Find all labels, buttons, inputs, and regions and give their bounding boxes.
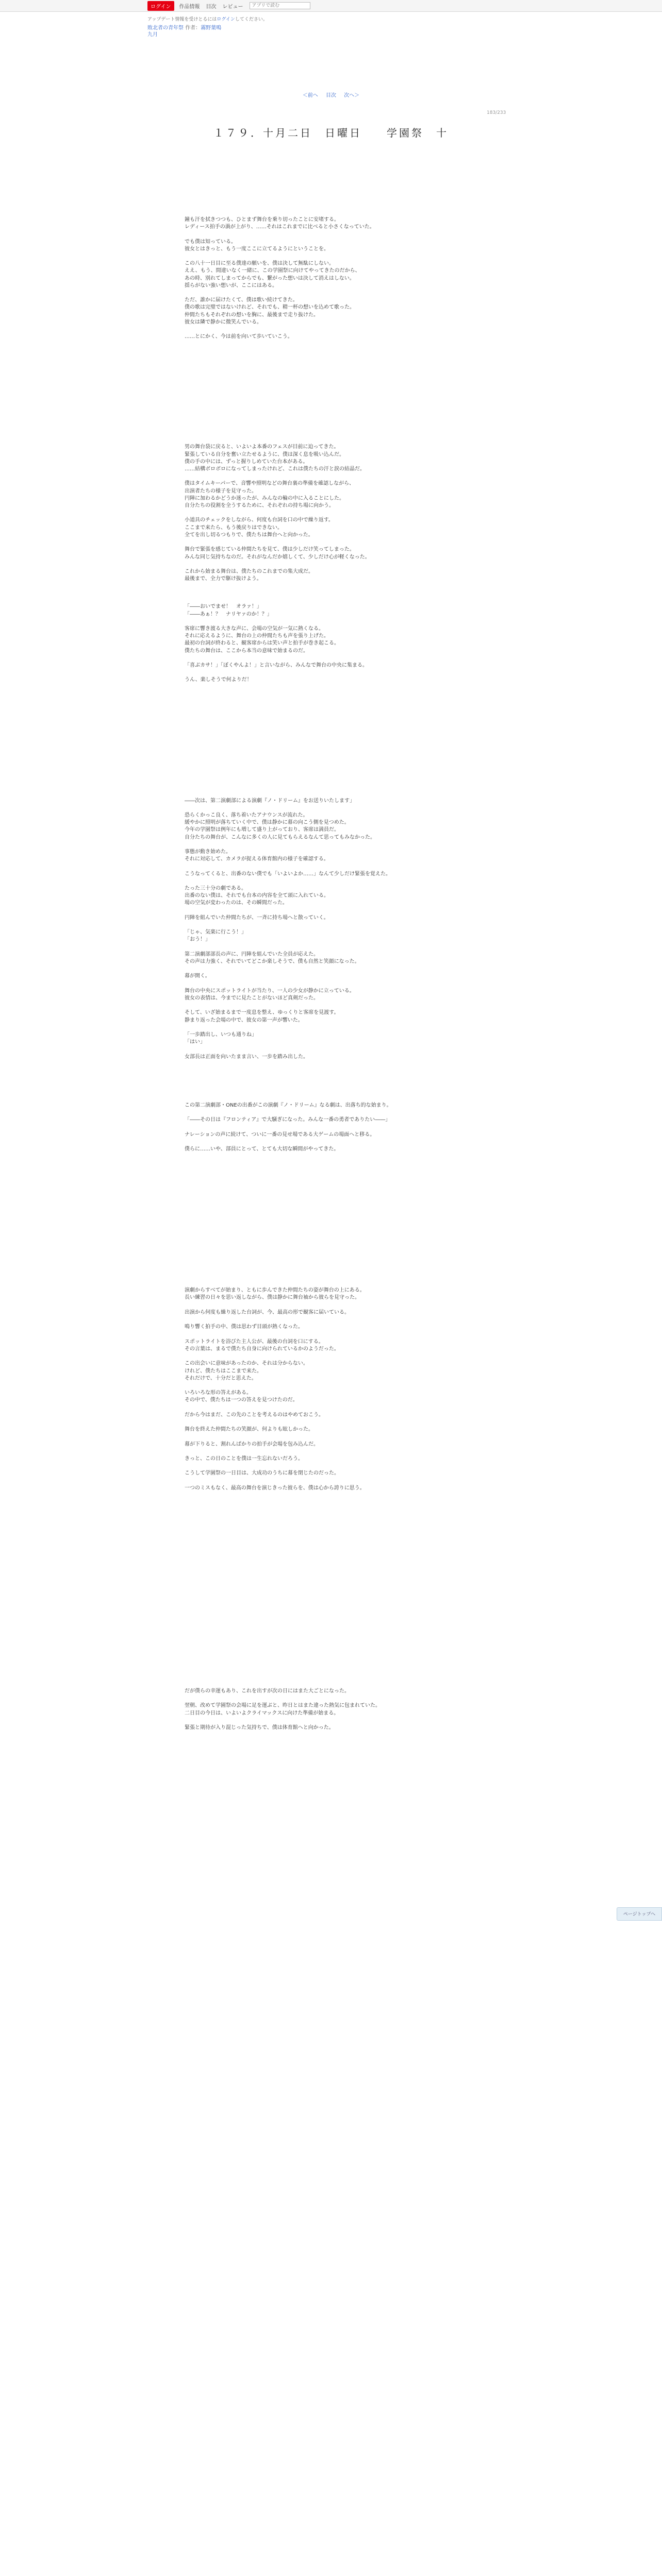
section-gap bbox=[185, 583, 484, 603]
section-gap bbox=[185, 1153, 484, 1287]
prev-link[interactable]: ＜前へ bbox=[302, 93, 318, 98]
paragraph-7: だが僕らの幸運もあり、これを出すが次の日にはまた大ごとになった。 翌朝、改めて学園祭の会場に足を運ぶと、昨日とはまた違った熱気に包まれていた。 二日目の今日は、いよいよクライマックスに向けた準備が始まる。 緊張と期待が入り混じった気持ちで、僕は体育館へと向かった。 bbox=[185, 1688, 380, 1731]
section-gap bbox=[185, 341, 484, 444]
search-input[interactable] bbox=[250, 2, 310, 9]
page-top-button[interactable]: ページトップへ bbox=[617, 1907, 662, 1921]
section-gap bbox=[185, 1492, 484, 1688]
chapter-link[interactable]: 九月 bbox=[147, 32, 158, 38]
paragraph-2: 男の舞台袋に戻ると、いよいよ本番のフェスが目前に迫ってきた。 緊張している自分を奮い立たせるように、僕は深く息を吸い込んだ。 僕の手の中には、ずっと握りしめていた台本がある。 ……結構ボロボロになってしまったけれど、これは僕たちの汗と涙の結晶だ。 僕はタイムキーパーで、音響や照明などの舞台裏の準備を確認しながら、 出演者たちの様子を見守った。 円陣に加わるかどうか迷ったが、みんなの輪の中に入ることにした。 自分たちの役割を全うするために、それぞれの持ち場に向かう。 小道具のチェックをしながら、何度も台詞を口の中で繰り返す。 ここまで来たら、もう後戻りはできない。 全てを出し切るつもりで、僕たちは舞台へと向かった。 舞台で緊張を感じている仲間たちを見て、僕は少しだけ笑ってしまった。 みんな同じ気持ちなのだ。それがなんだか嬉しくて、少しだけ心が軽くなった。 これから始まる舞台は、僕たちのこれまでの集大成だ。 最後まで、全力で駆け抜けよう。 bbox=[185, 444, 370, 582]
paragraph-1: 鐘も汗を拭きつつも、ひとまず舞台を乗り切ったことに安堵する。 レディース拍手の渦が上がり、……それはこれまでに比べると小さくなっていた。 でも僕は知っている。 彼女とはきっと、もう一度ここに立てるようにということを。 この八十一日目に至る僕達の願いを、僕は決して無駄にしない。 ええ、もう、間違いなく一緒に、この学園祭に向けてやってきたのだから、 あの時、別れてしまってからでも、繋がった想いは決して消えはしない。 揺らがない強い想いが、ここにはある。 ただ、誰かに届けたくて、僕は歌い続けてきた。 僕の歌は完璧ではないけれど、それでも、精一杯の想いを込めて歌った。 仲間たちもそれぞれの想いを胸に、最後まで走り抜けた。 彼女は隣で静かに微笑んでいる。 ……とにかく、今は前を向いて歩いていこう。 bbox=[185, 217, 375, 340]
next-link[interactable]: 次へ＞ bbox=[344, 93, 360, 98]
work-title-link[interactable]: 敗北者の青年祭 bbox=[147, 25, 184, 31]
author-label: 作者： bbox=[185, 25, 201, 31]
paragraph-5: この第二演劇部・ONEの出番がこの演劇『ノ・ドリーム』なる劇は、出落ち的な始まり。 「――その日は『フロンティア』で大騒ぎになった。みんな一番の勇者でありたい――」 ナレーションの声に続けて、ついに一番の見せ場である大ゲームの場面へと移る。 僕らに……いや、部員にとって、とても大切な瞬間がやってきた。 bbox=[185, 1102, 392, 1153]
top-bar bbox=[0, 0, 662, 12]
episode-title: １７９．十月二日 日曜日 学園祭 十 bbox=[213, 127, 449, 139]
section-gap bbox=[185, 684, 484, 798]
work-meta bbox=[147, 25, 221, 38]
nav-work-info[interactable]: 作品情報 bbox=[179, 4, 200, 10]
page-count: 183/233 bbox=[487, 110, 506, 115]
episode-pager bbox=[0, 91, 662, 98]
paragraph-3: 「――おいでませ！ オラァ！」 「――あぁ！？ ナリヤァのか！？」 客席に響き渡る大きな声に、会場の空気が一気に熱くなる。 それに応えるように、舞台の上の仲間たちも声を張り上げた。 最初の台詞が終わると、観客席からは笑い声と拍手が巻き起こる。 僕たちの舞台は、ここから本当の意味で始まるのだ。 「喜ぶカサ！」「ぼくやんよ！」と言いながら、みんなで舞台の中央に集まる。 うん、楽しそうで何よりだ！ bbox=[185, 604, 368, 683]
episode-body bbox=[185, 216, 484, 1732]
paragraph-6: 演劇からすべてが始まり、ともに歩んできた仲間たちの姿が舞台の上にある。 長い練習の日々を思い返しながら、僕は静かに舞台袖から彼らを見守った。 出演から何度も繰り返した台詞が、今、最高の形で観客に届いている。 鳴り響く拍手の中、僕は思わず目頭が熱くなった。 スポットライトを浴びた主人公が、最後の台詞を口にする。 その言葉は、まるで僕たち自身に向けられているかのようだった。 この出会いに意味があったのか、それは分からない。 けれど、僕たちはここまで来た。 それだけで、十分だと思えた。 いろいろな形の答えがある。 その中で、僕たちは一つの答えを見つけたのだ。 だから今はまだ、この先のことを考えるのはやめておこう。 舞台を終えた仲間たちの笑顔が、何よりも眩しかった。 幕が下りると、割れんばかりの拍手が会場を包み込んだ。 きっと、この日のことを僕は一生忘れないだろう。 こうして学園祭の一日目は、大成功のうちに幕を閉じたのだった。 一つのミスもなく、最高の舞台を演じきった彼らを、僕は心から誇りに思う。 bbox=[185, 1287, 365, 1491]
update-notice-prefix: アップデート情報を受けとるには bbox=[147, 17, 217, 22]
login-button[interactable]: ログイン bbox=[147, 1, 174, 11]
update-notice bbox=[147, 15, 268, 22]
toc-link[interactable]: 目次 bbox=[326, 93, 336, 98]
paragraph-4: ――次は、第二演劇部による演劇『ノ・ドリーム』をお送りいたします」 恐らくかっこ良く、落ち着いたアナウンスが流れた。 緩やかに照明が落ちていく中で、僕は静かに幕の向こう側を見つめた。 今年の学園祭は例年にも増して盛り上がっており、客席は満員だ。 自分たちの舞台が、こんなに多くの人に見てもらえるなんて思ってもみなかった。 事態が動き始めた。 それに対応して、カメラが捉える体育館内の様子を確認する。 こうなってくると、出番のない僕でも「いよいよか……」なんて少しだけ緊張を覚えた。 たった三十分の劇である。 出番のない僕は、それでも台本の内容を全て頭に入れている。 場の空気が変わったのは、その瞬間だった。 円陣を組んでいた仲間たちが、一斉に持ち場へと散っていく。 「じゃ、気楽に行こう！」 「おう！」 第二演劇部部長の声に、円陣を組んでいた全員が応えた。 その声は力強く、それでいてどこか楽しそうで、僕も自然と笑顔になった。 幕が開く。 舞台の中央にスポットライトが当たり、一人の少女が静かに立っている。 彼女の表情は、今までに見たことがないほど真剣だった。 そして、いざ始まるまで一度息を整え、ゆっくりと客席を見渡す。 静まり返った会場の中で、彼女の第一声が響いた。 「一歩踏出し、いつも通りね」 「はい」 女部長は正面を向いたまま言い、一歩を踏み出した。 bbox=[185, 798, 391, 1060]
nav-toc[interactable]: 目次 bbox=[206, 4, 217, 10]
update-notice-suffix: してください。 bbox=[235, 17, 268, 22]
section-gap bbox=[185, 1061, 484, 1102]
top-bar-inner bbox=[147, 2, 310, 10]
author-link[interactable]: 霧野葉鳴 bbox=[201, 25, 222, 31]
update-notice-login-link[interactable]: ログイン bbox=[217, 17, 235, 22]
nav-review[interactable]: レビュー bbox=[222, 4, 243, 10]
